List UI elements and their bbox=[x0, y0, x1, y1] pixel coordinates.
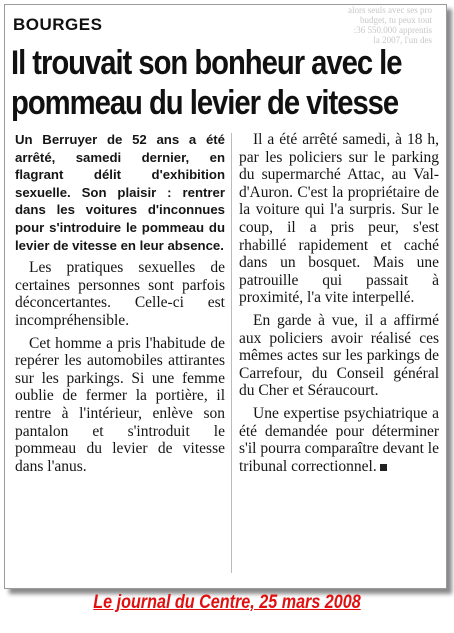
article-paragraph-text: Une expertise psychiatrique a été demandée pour déterminer s'il pourra comparaître devant le tribunal correctionnel. bbox=[239, 404, 439, 475]
headline-line-1: Il trouvait son bonheur avec le bbox=[11, 44, 402, 82]
headline bbox=[11, 43, 402, 123]
section-rubric: BOURGES bbox=[13, 15, 103, 34]
article-lead: Un Berruyer de 52 ans a été arrêté, samedi dernier, en flagrant délit d'exhibition sexuelle. Son plaisir : rentrer dans les voitures d'inconnues pour s'introduire le pommeau du levier de vitesse en leur absence. bbox=[15, 132, 225, 253]
end-mark-icon bbox=[380, 464, 387, 471]
article-paragraph: Les pratiques sexuelles de certaines personnes sont parfois déconcertantes. Celle-ci est incompréhensible. bbox=[15, 259, 225, 329]
article-paragraph: En garde à vue, il a affirmé aux policiers avoir réalisé ces mêmes actes sur les parkings de Carrefour, du Conseil général du Cher et Séraucourt. bbox=[239, 311, 439, 400]
bleed-through-text: alors seuls avec ses pro budget, tu peux tout :36 550.000 apprentis la 2007, l'un des bbox=[348, 5, 432, 45]
newspaper-clipping bbox=[4, 4, 447, 589]
article-paragraph: Cet homme a pris l'habitude de repérer les automobiles attirantes sur les parkings. Si une femme oublie de fermer la portière, il rentre à l'intérieur, enlève son pantalon et s'introduit le pommeau du levier de vitesse dans l'anus. bbox=[15, 334, 225, 475]
source-caption: Le journal du Centre, 25 mars 2008 bbox=[93, 592, 361, 613]
article-column-left bbox=[15, 131, 225, 480]
headline-line-2: pommeau du levier de vitesse bbox=[11, 84, 399, 122]
article-paragraph: Il a été arrêté samedi, à 18 h, par les policiers sur le parking du supermarché Attac, au Val-d'Auron. C'est la propriétaire de la voiture qui l'a surpris. Sur le coup, il a pris peur, s'est rhabillé rapidement et caché dans un bosquet. Mais une patrouille qui passait à proximité, l'a vite interpellé. bbox=[239, 131, 439, 307]
article-paragraph-last bbox=[239, 405, 439, 475]
column-divider bbox=[231, 133, 232, 573]
article-column-right bbox=[239, 131, 439, 480]
